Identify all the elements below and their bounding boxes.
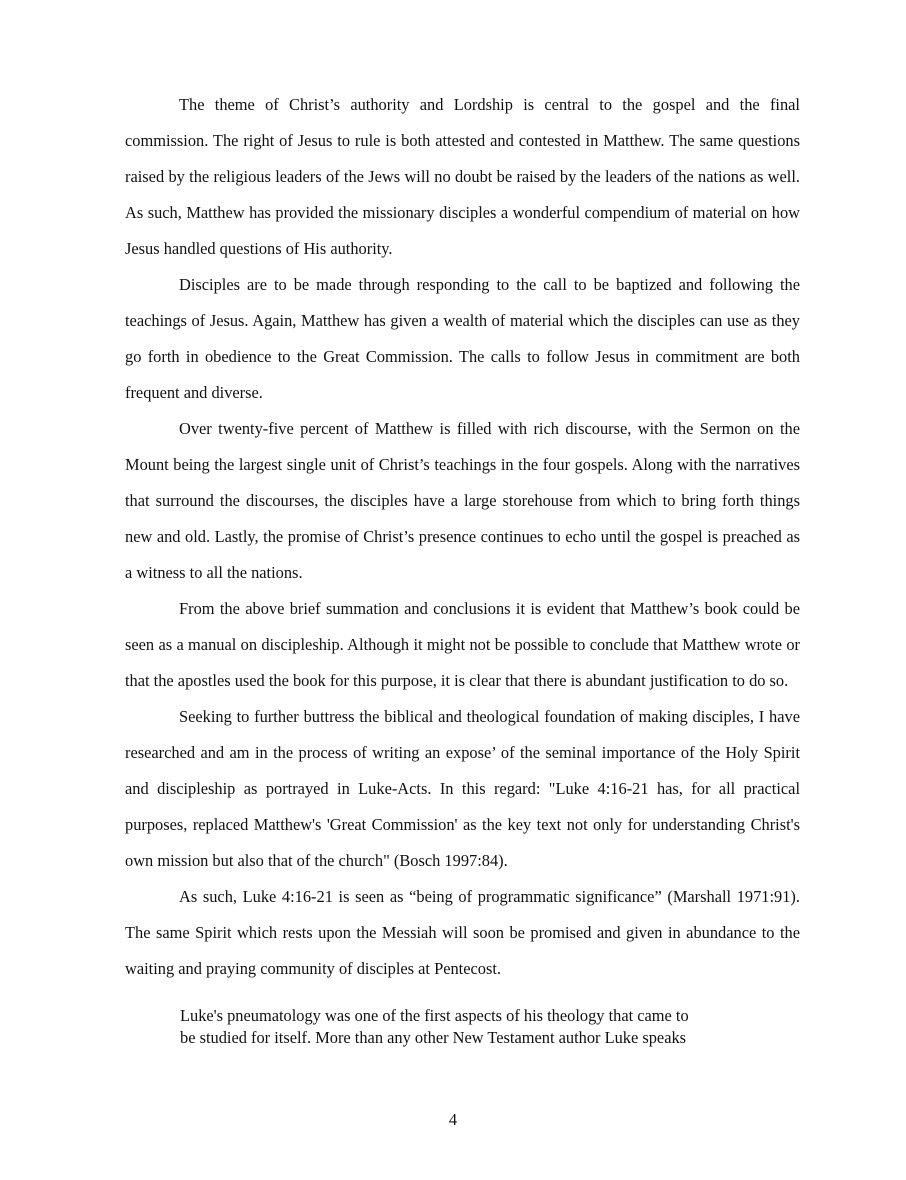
block-quote-line: Luke's pneumatology was one of the first aspects of his theology that came to [180,1006,689,1025]
page-number: 4 [448,1110,458,1129]
paragraph-discourse: Over twenty-five percent of Matthew is filled with rich discourse, with the Sermon on the Mount being the largest single unit of Christ’s teachings in the four gospels. Along with the narratives that surround the discourses, the disciples have a large storehouse from which to bring forth things new and old. Lastly, the promise of Christ’s presence continues to echo until the gospel is preached as a witness to all the nations. [125,419,800,582]
paragraph-summation: From the above brief summation and conclusions it is evident that Matthew’s book could be seen as a manual on discipleship. Although it might not be possible to conclude that Matthew wrote or that the apostles used the book for this purpose, it is clear that there is abundant justification to do so. [125,599,800,690]
block-quote [180,1005,760,1049]
paragraph-authority: The theme of Christ’s authority and Lordship is central to the gospel and the final commission. The right of Jesus to rule is both attested and contested in Matthew. The same questions raised by the religious leaders of the Jews will no doubt be raised by the leaders of the nations as well. As such, Matthew has provided the missionary disciples a wonderful compendium of material on how Jesus handled questions of His authority. [125,95,800,258]
paragraph-programmatic: As such, Luke 4:16-21 is seen as “being of programmatic significance” (Marshall 1971:91). The same Spirit which rests upon the Messiah will soon be promised and given in abundance to the waiting and praying community of disciples at Pentecost. [125,887,800,978]
paragraph-luke-acts: Seeking to further buttress the biblical and theological foundation of making disciples, I have researched and am in the process of writing an expose’ of the seminal importance of the Holy Spirit and discipleship as portrayed in Luke-Acts. In this regard: "Luke 4:16-21 has, for all practical purposes, replaced Matthew's 'Great Commission' as the key text not only for understanding Christ's own mission but also that of the church" (Bosch 1997:84). [125,707,800,870]
paragraph-disciples-made: Disciples are to be made through responding to the call to be baptized and following the teachings of Jesus. Again, Matthew has given a wealth of material which the disciples can use as they go forth in obedience to the Great Commission. The calls to follow Jesus in commitment are both frequent and diverse. [125,275,800,402]
block-quote-line: be studied for itself. More than any other New Testament author Luke speaks [180,1028,687,1047]
body-text [125,87,800,987]
